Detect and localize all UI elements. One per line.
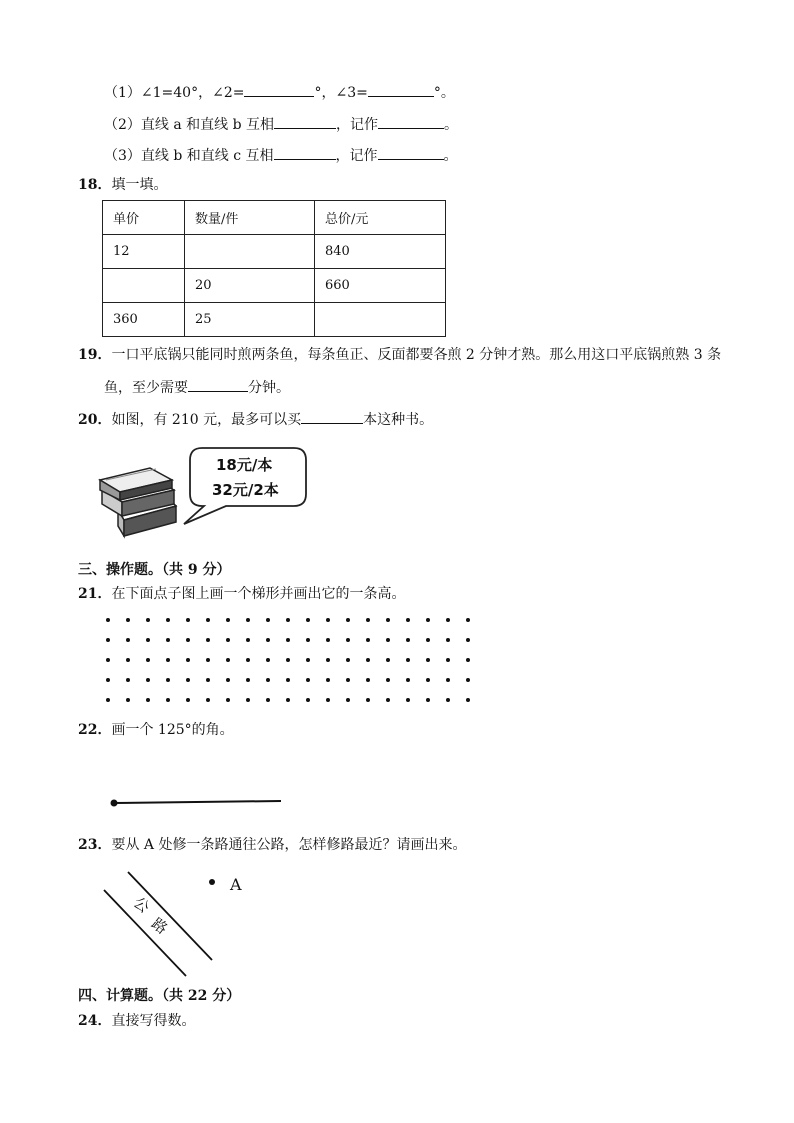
- grid-dot: [186, 618, 190, 622]
- grid-dot: [166, 678, 170, 682]
- grid-dot: [446, 658, 450, 662]
- road-diagram[interactable]: [100, 868, 250, 978]
- grid-dot: [266, 678, 270, 682]
- grid-dot: [146, 658, 150, 662]
- grid-dot: [266, 698, 270, 702]
- grid-dot: [126, 658, 130, 662]
- grid-dot: [286, 618, 290, 622]
- grid-dot: [306, 638, 310, 642]
- grid-dot: [326, 658, 330, 662]
- grid-dot: [206, 698, 210, 702]
- grid-dot: [366, 678, 370, 682]
- ray-line: [114, 801, 281, 803]
- grid-dot: [306, 658, 310, 662]
- grid-dot: [226, 658, 230, 662]
- grid-dot: [126, 638, 130, 642]
- table-cell: 660: [315, 269, 446, 303]
- grid-dot: [426, 638, 430, 642]
- grid-dot: [446, 618, 450, 622]
- grid-dot: [366, 618, 370, 622]
- table-header-cell: 数量/件: [185, 201, 315, 235]
- grid-dot: [446, 678, 450, 682]
- grid-dot: [186, 678, 190, 682]
- grid-dot: [366, 658, 370, 662]
- grid-dot: [206, 618, 210, 622]
- section-4-title: 四、计算题。（共 22 分）: [78, 988, 241, 1004]
- answer-blank[interactable]: [378, 145, 444, 160]
- q18-table: [102, 200, 446, 337]
- grid-dot: [386, 638, 390, 642]
- grid-dot: [406, 638, 410, 642]
- q18-prompt: 18．填一填。: [78, 177, 168, 193]
- grid-dot: [366, 698, 370, 702]
- grid-dot: [126, 618, 130, 622]
- answer-blank[interactable]: [244, 82, 314, 97]
- point-a: [209, 879, 215, 885]
- table-cell: 20: [185, 269, 315, 303]
- q17-line1: （1）∠1=40°，∠2= °，∠3= °。: [104, 82, 455, 102]
- grid-dot: [186, 698, 190, 702]
- road-label-char: 路: [148, 914, 171, 938]
- angle-ray[interactable]: [108, 796, 288, 810]
- dot-grid[interactable]: [104, 616, 484, 706]
- grid-dot: [166, 618, 170, 622]
- grid-dot: [466, 698, 470, 702]
- q21-prompt: 21．在下面点子图上画一个梯形并画出它的一条高。: [78, 586, 406, 602]
- q23-prompt: 23．要从 A 处修一条路通往公路，怎样修路最近？请画出来。: [78, 837, 467, 853]
- table-cell: 840: [315, 235, 446, 269]
- q20-prompt: 20．如图，有 210 元，最多可以买 本这种书。: [78, 409, 433, 429]
- answer-blank[interactable]: [274, 114, 336, 129]
- table-row: [103, 303, 446, 337]
- q19-line2: 鱼，至少需要 分钟。: [104, 377, 290, 397]
- grid-dot: [346, 618, 350, 622]
- table-header-row: [103, 201, 446, 235]
- table-cell: 12: [103, 235, 185, 269]
- grid-dot: [206, 638, 210, 642]
- answer-blank[interactable]: [368, 82, 434, 97]
- grid-dot: [326, 638, 330, 642]
- grid-dot: [326, 618, 330, 622]
- table-cell: 360: [103, 303, 185, 337]
- grid-dot: [146, 678, 150, 682]
- grid-dot: [126, 678, 130, 682]
- grid-dot: [446, 698, 450, 702]
- grid-dot: [266, 658, 270, 662]
- grid-dot: [286, 638, 290, 642]
- grid-dot: [186, 638, 190, 642]
- grid-dot: [346, 698, 350, 702]
- grid-dot: [386, 698, 390, 702]
- grid-dot: [266, 638, 270, 642]
- grid-dot: [386, 618, 390, 622]
- grid-dot: [166, 638, 170, 642]
- book-stack-icon: [100, 468, 176, 536]
- grid-dot: [346, 658, 350, 662]
- grid-dot: [386, 678, 390, 682]
- table-row: [103, 269, 446, 303]
- grid-dot: [166, 698, 170, 702]
- q17-line3: （3）直线 b 和直线 c 互相 ，记作 。: [104, 145, 458, 165]
- grid-dot: [106, 658, 110, 662]
- grid-dot: [246, 658, 250, 662]
- q24-prompt: 24．直接写得数。: [78, 1013, 196, 1029]
- books-illustration: [96, 444, 316, 544]
- grid-dot: [146, 618, 150, 622]
- grid-dot: [466, 658, 470, 662]
- table-cell: 25: [185, 303, 315, 337]
- answer-blank[interactable]: [301, 409, 363, 424]
- grid-dot: [306, 618, 310, 622]
- answer-blank[interactable]: [378, 114, 444, 129]
- answer-blank[interactable]: [188, 377, 248, 392]
- grid-dot: [466, 678, 470, 682]
- table-cell-answer[interactable]: [315, 303, 446, 337]
- grid-dot: [226, 638, 230, 642]
- grid-dot: [426, 698, 430, 702]
- grid-dot: [206, 678, 210, 682]
- grid-dot: [246, 698, 250, 702]
- road-label-char: 公: [130, 893, 153, 917]
- grid-dot: [226, 678, 230, 682]
- grid-dot: [466, 638, 470, 642]
- grid-dot: [246, 638, 250, 642]
- grid-dot: [106, 638, 110, 642]
- grid-dot: [286, 658, 290, 662]
- section-3-title: 三、操作题。（共 9 分）: [78, 562, 231, 578]
- grid-dot: [406, 618, 410, 622]
- grid-dot: [306, 678, 310, 682]
- grid-dot: [106, 678, 110, 682]
- grid-dot: [226, 618, 230, 622]
- grid-dot: [146, 698, 150, 702]
- grid-dot: [306, 698, 310, 702]
- bubble-price-pair: 32元/2本: [212, 481, 279, 499]
- grid-dot: [466, 618, 470, 622]
- grid-dot: [426, 658, 430, 662]
- grid-dot: [326, 678, 330, 682]
- bubble-price-single: 18元/本: [216, 456, 273, 474]
- grid-dot: [446, 638, 450, 642]
- q17-line2: （2）直线 a 和直线 b 互相 ，记作 。: [104, 114, 458, 134]
- grid-dot: [266, 618, 270, 622]
- table-header-cell: 单价: [103, 201, 185, 235]
- answer-blank[interactable]: [274, 145, 336, 160]
- grid-dot: [386, 658, 390, 662]
- grid-dot: [426, 618, 430, 622]
- grid-dot: [406, 678, 410, 682]
- grid-dot: [186, 658, 190, 662]
- grid-dot: [146, 638, 150, 642]
- grid-dot: [106, 618, 110, 622]
- grid-dot: [406, 658, 410, 662]
- grid-dot: [326, 698, 330, 702]
- grid-dot: [406, 698, 410, 702]
- grid-dot: [106, 698, 110, 702]
- grid-dot: [366, 638, 370, 642]
- grid-dot: [126, 698, 130, 702]
- grid-dot: [426, 678, 430, 682]
- grid-dot: [166, 658, 170, 662]
- table-row: [103, 235, 446, 269]
- grid-dot: [226, 698, 230, 702]
- grid-dot: [206, 658, 210, 662]
- q22-prompt: 22．画一个 125°的角。: [78, 722, 234, 738]
- grid-dot: [286, 698, 290, 702]
- point-a-label: A: [230, 875, 242, 894]
- table-header-cell: 总价/元: [315, 201, 446, 235]
- table-cell-answer[interactable]: [103, 269, 185, 303]
- grid-dot: [246, 678, 250, 682]
- grid-dot: [246, 618, 250, 622]
- grid-dot: [346, 638, 350, 642]
- q19-line1: 19．一口平底锅只能同时煎两条鱼，每条鱼正、反面都要各煎 2 分钟才熟。那么用这口平底锅煎熟 3 条: [78, 347, 722, 363]
- grid-dot: [346, 678, 350, 682]
- grid-dot: [286, 678, 290, 682]
- table-cell-answer[interactable]: [185, 235, 315, 269]
